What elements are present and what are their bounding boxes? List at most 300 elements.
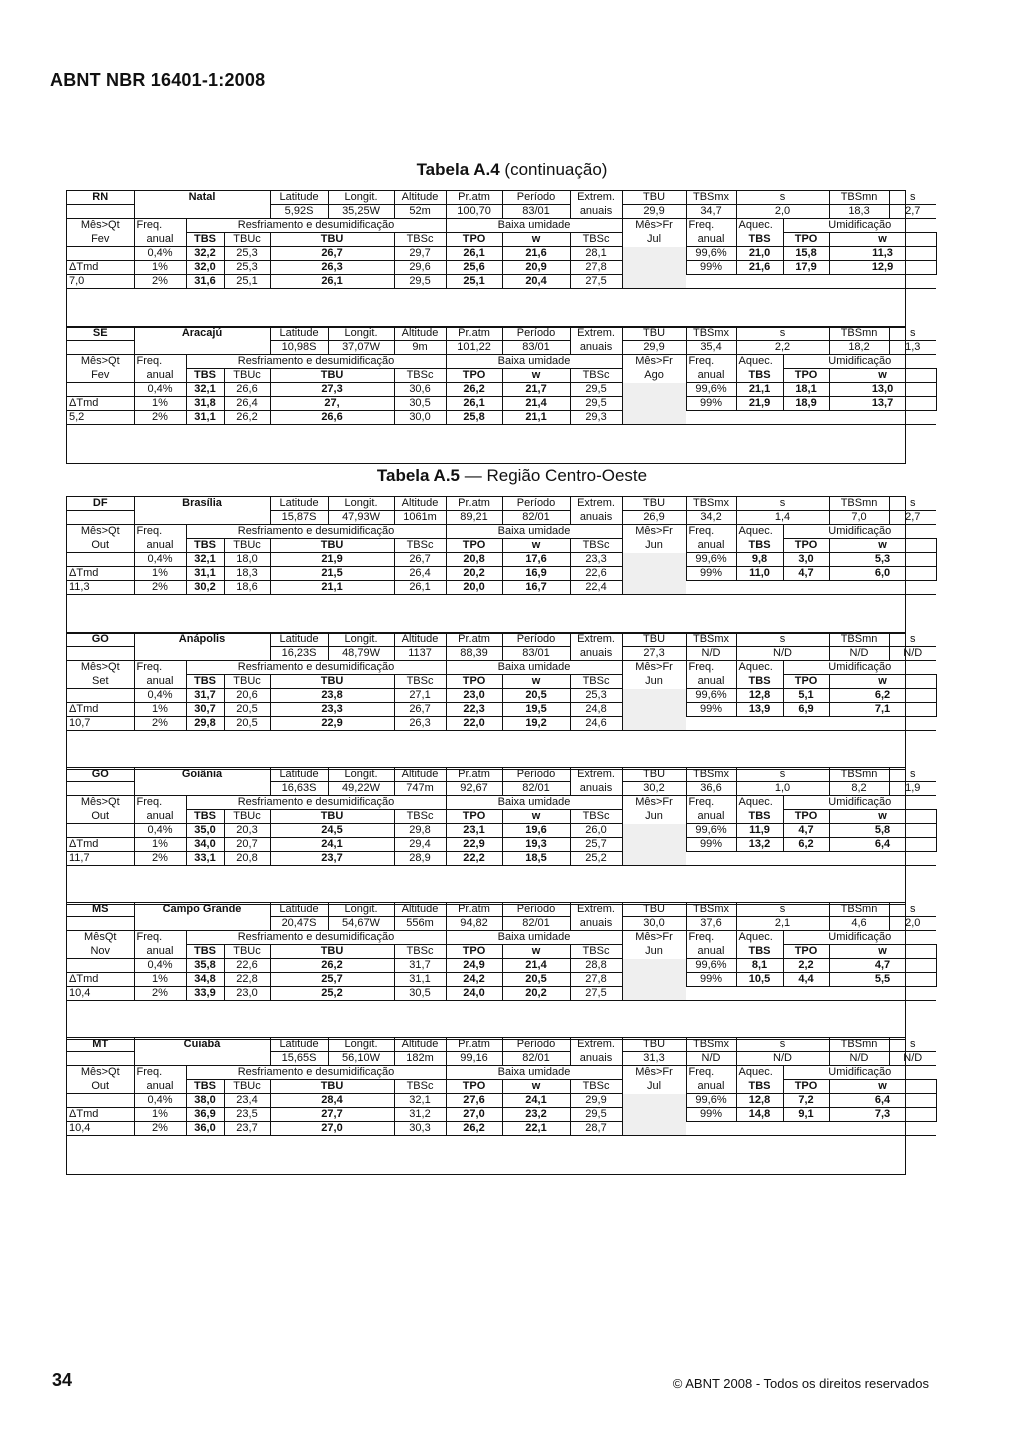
table-cell: s: [889, 903, 936, 917]
s-value: N/D: [889, 647, 936, 661]
table-row: [67, 553, 936, 567]
tbu-value: 29,9: [622, 341, 686, 355]
station-block: [66, 632, 923, 770]
table-cell: TPO: [783, 675, 829, 689]
table-cell: TBUc: [224, 945, 270, 959]
table-cell: TBSc: [394, 945, 446, 959]
city-name: Aracajú: [134, 327, 270, 341]
data-value: 29,5: [570, 1108, 622, 1122]
table-cell: TBUc: [224, 675, 270, 689]
data-value: 27,6: [446, 1094, 502, 1108]
latitude-value: 10,98S: [270, 341, 328, 355]
data-value: 4,7: [829, 959, 936, 973]
table-cell: TBSmx: [686, 633, 736, 647]
data-value: 19,3: [502, 838, 570, 852]
altitude-value: 1137: [394, 647, 446, 661]
data-value: 11,0: [736, 567, 783, 581]
data-value: 9,8: [736, 553, 783, 567]
table-row: [67, 675, 936, 689]
delta-tmd-value: 10,4: [69, 1122, 91, 1134]
table-cell: 99,6%: [686, 1094, 736, 1108]
table-cell: TBSmx: [686, 327, 736, 341]
data-value: 29,6: [394, 261, 446, 275]
data-value: 31,7: [394, 959, 446, 973]
data-value: 13,9: [736, 703, 783, 717]
city-name: Anápolis: [134, 633, 270, 647]
table-row: [67, 581, 936, 595]
data-value: 35,0: [186, 824, 224, 838]
table-row: [67, 903, 936, 917]
table-cell: Altitude: [394, 191, 446, 205]
table-cell: s: [889, 327, 936, 341]
tbu-value: 30,2: [622, 782, 686, 796]
data-value: 27,0: [270, 1122, 394, 1136]
data-value: 18,6: [224, 581, 270, 595]
data-value: 26,7: [270, 247, 394, 261]
table-cell: [622, 717, 686, 731]
table-cell: anuais: [570, 647, 622, 661]
copyright-notice: © ABNT 2008 - Todos os direitos reservados: [672, 1376, 929, 1391]
data-value: 19,5: [502, 703, 570, 717]
table-row: [67, 511, 936, 525]
table-row: [67, 205, 936, 219]
table-cell: 0,4%: [134, 689, 186, 703]
data-value: 21,4: [502, 397, 570, 411]
state-code: SE: [67, 327, 134, 341]
latitude-value: 20,47S: [270, 917, 328, 931]
table-cell: [67, 511, 134, 525]
data-value: 16,7: [502, 581, 570, 595]
table-cell: [67, 917, 134, 931]
table-cell: s: [736, 191, 829, 205]
data-value: 21,9: [270, 553, 394, 567]
table-row: [67, 866, 936, 905]
station-table: [67, 191, 936, 327]
data-value: 29,5: [570, 383, 622, 397]
table-row: [67, 497, 936, 511]
table-cell: TBS: [736, 233, 783, 247]
data-value: 18,3: [224, 567, 270, 581]
table-cell: Pr.atm: [446, 633, 502, 647]
table-number: Tabela A.4: [416, 160, 500, 179]
table-cell: 1%: [134, 261, 186, 275]
table-cell: anual: [134, 233, 186, 247]
table-cell: TBUc: [224, 369, 270, 383]
period-value: 82/01: [502, 1052, 570, 1066]
data-value: 19,2: [502, 717, 570, 731]
table-cell: Freq.: [134, 931, 186, 945]
table-cell: 0,4%: [134, 1094, 186, 1108]
data-value: 27,0: [446, 1108, 502, 1122]
table-cell: [622, 987, 686, 1001]
data-value: 20,5: [224, 703, 270, 717]
data-value: 5,8: [829, 824, 936, 838]
table-cell: TBU: [622, 191, 686, 205]
table-row: [67, 703, 936, 717]
table-cell: TBSc: [394, 539, 446, 553]
data-value: 3,0: [783, 553, 829, 567]
table-cell: anual: [134, 675, 186, 689]
table-cell: w: [502, 945, 570, 959]
delta-tmd-value: 10,4: [69, 987, 91, 999]
table-cell: Resfriamento e desumidificação: [186, 661, 446, 675]
data-value: 31,6: [186, 275, 224, 289]
table-cell: anual: [134, 1080, 186, 1094]
table-cell: TBSmx: [686, 768, 736, 782]
state-code: RN: [67, 191, 134, 205]
data-value: 20,5: [224, 717, 270, 731]
data-value: 28,9: [394, 852, 446, 866]
table-cell: anual: [686, 233, 736, 247]
data-value: 26,6: [270, 411, 394, 425]
table-cell: 99%: [686, 1108, 736, 1122]
table-cell: [134, 647, 270, 661]
data-value: 25,3: [570, 689, 622, 703]
table-row: [67, 369, 936, 383]
table-cell: TPO: [783, 810, 829, 824]
table-cell: Período: [502, 497, 570, 511]
table-cell: w: [829, 810, 936, 824]
table-cell: [622, 1094, 686, 1108]
table-cell: TPO: [446, 233, 502, 247]
state-code: MS: [67, 903, 134, 917]
table-cell: [622, 838, 686, 852]
table-cell: Freq.: [134, 219, 186, 233]
state-code: MT: [67, 1038, 134, 1052]
station-table: [67, 768, 936, 904]
data-value: 21,6: [502, 247, 570, 261]
table-row: [67, 647, 936, 661]
blank-area: [67, 1136, 936, 1175]
table-cell: Período: [502, 633, 570, 647]
data-value: 21,4: [502, 959, 570, 973]
table-cell: anuais: [570, 511, 622, 525]
table-cell: [67, 647, 134, 661]
data-value: 24,5: [270, 824, 394, 838]
table-cell: Pr.atm: [446, 903, 502, 917]
table-cell: Mês>Fr: [622, 931, 686, 945]
table-cell: [67, 1094, 134, 1108]
table-cell: 2%: [134, 1122, 186, 1136]
table-cell: Latitude: [270, 768, 328, 782]
data-value: 22,1: [502, 1122, 570, 1136]
table-cell: Freq.: [686, 1066, 736, 1080]
table-row: [67, 275, 936, 289]
table-cell: w: [829, 539, 936, 553]
tbsmn-value: 4,6: [829, 917, 889, 931]
tbsmn-value: 7,0: [829, 511, 889, 525]
latitude-value: 16,23S: [270, 647, 328, 661]
table-cell: Altitude: [394, 903, 446, 917]
table-cell: Freq.: [686, 931, 736, 945]
table-cell: TBSmn: [829, 903, 889, 917]
data-value: 5,5: [829, 973, 936, 987]
table-cell: Resfriamento e desumidificação: [186, 931, 446, 945]
table-row: [67, 973, 936, 987]
table-row: [67, 411, 936, 425]
table-cell: Baixa umidade: [446, 525, 622, 539]
data-value: 18,1: [783, 383, 829, 397]
table-cell: TBUc: [224, 233, 270, 247]
data-value: 21,1: [502, 411, 570, 425]
longitude-value: 49,22W: [328, 782, 394, 796]
blank-area: [67, 731, 936, 770]
table-cell: Extrem.: [570, 903, 622, 917]
data-value: 30,5: [394, 397, 446, 411]
table-cell: Latitude: [270, 327, 328, 341]
delta-tmd-value: 7,0: [69, 275, 85, 287]
data-value: 29,8: [186, 717, 224, 731]
table-cell: TBS: [186, 945, 224, 959]
s-value: 1,3: [889, 341, 936, 355]
table-cell: 2%: [134, 275, 186, 289]
table-cell: 1%: [134, 973, 186, 987]
table-cell: Freq.: [134, 525, 186, 539]
table-cell: Altitude: [394, 633, 446, 647]
table-cell: Mês>Qt: [80, 796, 120, 809]
tbu-value: 27,3: [622, 647, 686, 661]
data-value: 23,7: [270, 852, 394, 866]
tbu-value: 29,9: [622, 205, 686, 219]
table-cell: Latitude: [270, 903, 328, 917]
table-cell: 0,4%: [134, 383, 186, 397]
table-cell: 1%: [134, 397, 186, 411]
table-cell: TBU: [270, 945, 394, 959]
table-cell: [67, 205, 134, 219]
table-cell: Extrem.: [570, 327, 622, 341]
table-cell: 0,4%: [134, 553, 186, 567]
table-cell: TPO: [446, 675, 502, 689]
table-cell: 2%: [134, 852, 186, 866]
table-cell: Altitude: [394, 768, 446, 782]
data-value: 25,1: [446, 275, 502, 289]
table-cell: TBSc: [394, 1080, 446, 1094]
table-cell: Freq.: [686, 219, 736, 233]
data-value: 26,6: [224, 383, 270, 397]
hottest-month: Out: [67, 1080, 134, 1094]
table-cell: TBS: [736, 369, 783, 383]
latitude-value: 15,87S: [270, 511, 328, 525]
table-cell: Aquec.: [736, 219, 783, 233]
table-cell: anual: [686, 539, 736, 553]
data-value: 32,1: [186, 383, 224, 397]
table-cell: Umidificação: [783, 931, 936, 945]
table-cell: w: [829, 369, 936, 383]
table-cell: ΔTmd: [67, 261, 134, 275]
table-cell: Longit.: [328, 497, 394, 511]
table-cell: TBSmn: [829, 633, 889, 647]
table-cell: [67, 959, 134, 973]
hottest-month: Out: [67, 810, 134, 824]
s-value: 2,0: [736, 205, 829, 219]
table-cell: Baixa umidade: [446, 796, 622, 810]
table-cell: anual: [686, 945, 736, 959]
tbsmn-value: N/D: [829, 1052, 889, 1066]
s-value: 2,7: [889, 511, 936, 525]
table-cell: Baixa umidade: [446, 661, 622, 675]
data-value: 23,3: [270, 703, 394, 717]
data-value: 18,0: [224, 553, 270, 567]
delta-tmd-value: 10,7: [69, 717, 91, 729]
table-cell: Umidificação: [783, 1066, 936, 1080]
data-value: 23,7: [224, 1122, 270, 1136]
period-value: 83/01: [502, 647, 570, 661]
table-cell: Freq.: [686, 661, 736, 675]
table-cell: TBU: [270, 810, 394, 824]
table-cell: [622, 824, 686, 838]
station-table: [67, 633, 936, 769]
data-value: 21,0: [736, 247, 783, 261]
table-cell: w: [502, 233, 570, 247]
table-cell: TBSmx: [686, 191, 736, 205]
data-value: 22,2: [446, 852, 502, 866]
table-cell: s: [889, 191, 936, 205]
data-value: 26,1: [446, 397, 502, 411]
blank-area: [67, 425, 936, 464]
table-cell: TBSc: [570, 810, 622, 824]
coldest-month: Ago: [622, 369, 686, 383]
table-cell: Mês>Qt: [80, 219, 120, 232]
table-cell: 99,6%: [686, 959, 736, 973]
table-cell: Freq.: [134, 661, 186, 675]
table-cell: TBU: [270, 1080, 394, 1094]
table-cell: 99%: [686, 838, 736, 852]
data-value: 23,0: [224, 987, 270, 1001]
data-value: 26,4: [224, 397, 270, 411]
table-cell: Mês>Qt: [80, 355, 120, 368]
table-cell: [622, 567, 686, 581]
data-value: 23,0: [446, 689, 502, 703]
table-cell: Pr.atm: [446, 1038, 502, 1052]
period-value: 82/01: [502, 782, 570, 796]
data-value: 6,9: [783, 703, 829, 717]
table-cell: 0,4%: [134, 247, 186, 261]
altitude-value: 182m: [394, 1052, 446, 1066]
s-value: N/D: [736, 1052, 829, 1066]
data-value: 24,1: [502, 1094, 570, 1108]
data-value: 28,7: [570, 1122, 622, 1136]
table-cell: Resfriamento e desumidificação: [186, 219, 446, 233]
table-row: [67, 567, 936, 581]
data-value: 17,9: [783, 261, 829, 275]
table-cell: TBUc: [224, 1080, 270, 1094]
table-row: [67, 1038, 936, 1052]
table-cell: s: [736, 633, 829, 647]
tbu-value: 30,0: [622, 917, 686, 931]
table-cell: 1%: [134, 703, 186, 717]
coldest-month: Jul: [622, 1080, 686, 1094]
table-cell: Mês>Fr: [622, 796, 686, 810]
table-cell: anuais: [570, 782, 622, 796]
data-value: 22,4: [570, 581, 622, 595]
table-title: [0, 466, 1024, 486]
data-value: 23,3: [570, 553, 622, 567]
data-value: 26,1: [270, 275, 394, 289]
table-cell: s: [889, 497, 936, 511]
table-cell: TBS: [186, 1080, 224, 1094]
table-cell: TBSmn: [829, 768, 889, 782]
data-value: 12,8: [736, 1094, 783, 1108]
table-row: [67, 987, 936, 1001]
table-cell: [622, 1122, 686, 1136]
table-cell: [686, 717, 936, 731]
s-value: 2,1: [736, 917, 829, 931]
table-row: [67, 1108, 936, 1122]
table-cell: TPO: [446, 810, 502, 824]
data-value: 30,0: [394, 411, 446, 425]
table-row: [67, 838, 936, 852]
data-value: 8,1: [736, 959, 783, 973]
table-row: [67, 1066, 936, 1080]
table-cell: Extrem.: [570, 191, 622, 205]
table-cell: TPO: [446, 539, 502, 553]
table-cell: TBUc: [224, 539, 270, 553]
table-row: [67, 796, 936, 810]
table-cell: [622, 411, 686, 425]
data-value: 26,2: [446, 383, 502, 397]
station-table: [67, 1038, 936, 1174]
table-row: [67, 1080, 936, 1094]
table-cell: TPO: [783, 1080, 829, 1094]
table-row: [67, 931, 936, 945]
table-cell: s: [736, 497, 829, 511]
tbsmn-value: 8,2: [829, 782, 889, 796]
data-value: 31,1: [186, 567, 224, 581]
table-cell: Aquec.: [736, 525, 783, 539]
table-row: [67, 525, 936, 539]
data-value: 25,3: [224, 261, 270, 275]
data-value: 20,5: [502, 689, 570, 703]
station-table: [67, 497, 936, 633]
data-value: 35,8: [186, 959, 224, 973]
data-value: 21,6: [736, 261, 783, 275]
longitude-value: 56,10W: [328, 1052, 394, 1066]
table-cell: TBU: [270, 539, 394, 553]
table-cell: anuais: [570, 341, 622, 355]
data-value: 26,2: [270, 959, 394, 973]
data-value: 21,7: [502, 383, 570, 397]
hottest-month: Nov: [67, 945, 134, 959]
table-cell: TBS: [736, 1080, 783, 1094]
data-value: 34,8: [186, 973, 224, 987]
period-value: 82/01: [502, 511, 570, 525]
tbsmn-value: N/D: [829, 647, 889, 661]
table-cell: Pr.atm: [446, 327, 502, 341]
blank-area: [67, 595, 936, 634]
table-cell: Mês>Qt: [80, 661, 120, 674]
table-cell: 99,6%: [686, 247, 736, 261]
data-value: 18,5: [502, 852, 570, 866]
data-value: 26,3: [394, 717, 446, 731]
table-cell: TBSmn: [829, 327, 889, 341]
table-cell: [622, 852, 686, 866]
hottest-month: Fev: [67, 369, 134, 383]
table-cell: w: [829, 675, 936, 689]
table-cell: [622, 703, 686, 717]
table-cell: [67, 553, 134, 567]
data-value: 34,0: [186, 838, 224, 852]
table-cell: 99%: [686, 397, 736, 411]
table-cell: s: [889, 1038, 936, 1052]
table-cell: ΔTmd: [67, 973, 134, 987]
data-value: 29,7: [394, 247, 446, 261]
table-cell: [67, 689, 134, 703]
city-name: Brasília: [134, 497, 270, 511]
table-cell: anuais: [570, 917, 622, 931]
table-cell: TPO: [783, 233, 829, 247]
data-value: 20,7: [224, 838, 270, 852]
data-value: 26,7: [394, 703, 446, 717]
